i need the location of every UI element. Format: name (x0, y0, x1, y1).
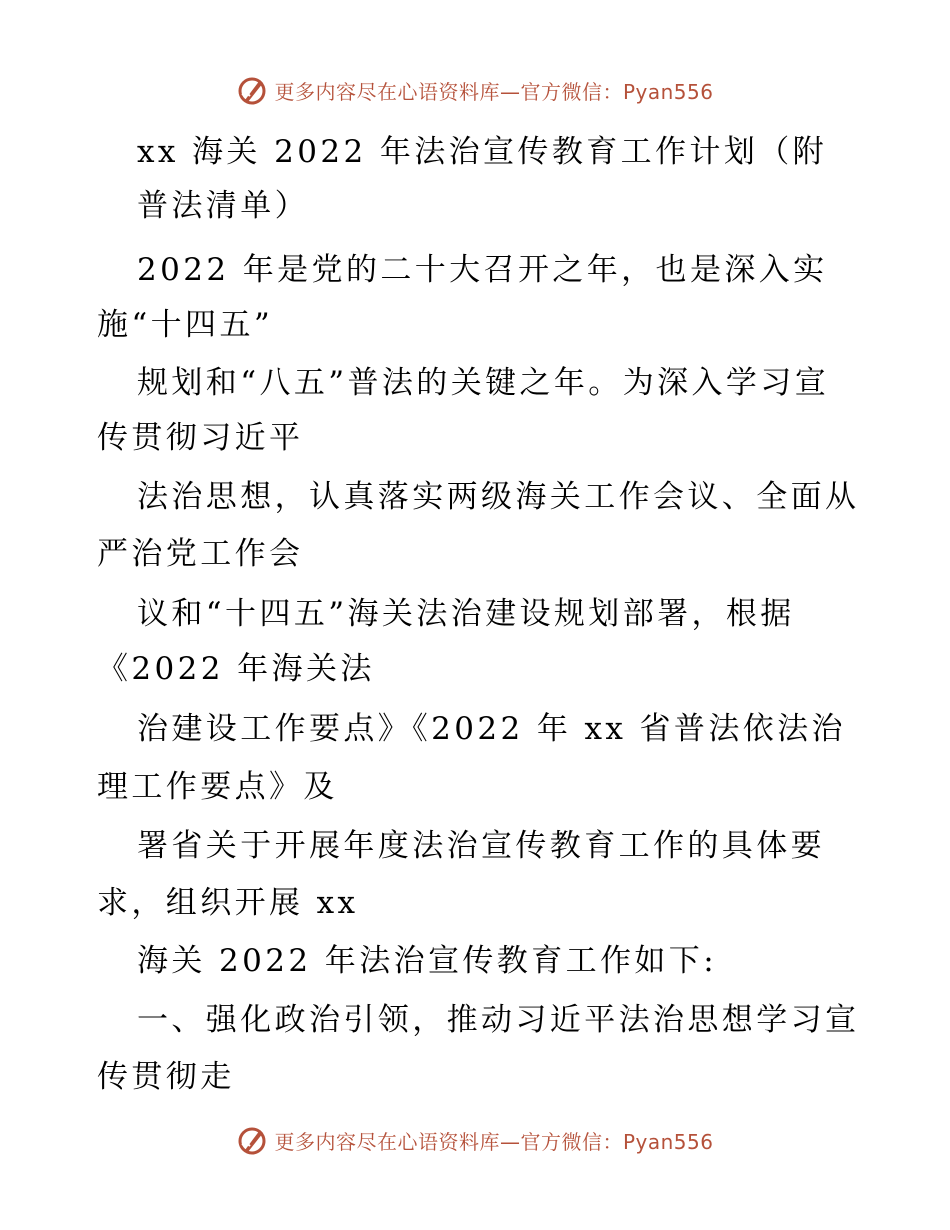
footer-banner (0, 1120, 950, 1160)
doc-line: 传贯彻习近平 (97, 420, 304, 456)
quill-pen-logo-icon (236, 74, 268, 106)
doc-line: 严治党工作会 (97, 536, 304, 572)
doc-line: 治建设工作要点》《2022 年 xx 省普法依法治 (137, 711, 846, 747)
doc-line: 署省关于开展年度法治宣传教育工作的具体要 (137, 828, 825, 864)
header-banner (0, 70, 950, 110)
quill-pen-logo-icon (236, 1124, 268, 1156)
doc-line: 理工作要点》及 (97, 769, 338, 805)
doc-line: 2022 年是党的二十大召开之年，也是深入实 (137, 252, 828, 288)
doc-line: 传贯彻走 (97, 1059, 235, 1095)
banner-text: 更多内容尽在心语资料库—官方微信：Pyan556 (274, 1129, 714, 1154)
doc-line: 一、强化政治引领，推动习近平法治思想学习宣 (137, 1002, 860, 1038)
doc-line: xx 海关 2022 年法治宣传教育工作计划（附 (137, 134, 828, 170)
doc-line: 普法清单） (137, 188, 309, 224)
banner-text: 更多内容尽在心语资料库—官方微信：Pyan556 (274, 79, 714, 104)
doc-line: 法治思想，认真落实两级海关工作会议、全面从 (137, 479, 860, 515)
doc-line: 规划和“八五”普法的关键之年。为深入学习宣 (137, 365, 830, 401)
doc-line: 海关 2022 年法治宣传教育工作如下: (137, 943, 718, 979)
doc-line: 求，组织开展 xx (97, 885, 359, 921)
doc-line: 《2022 年海关法 (97, 651, 375, 687)
doc-line: 议和“十四五”海关法治建设规划部署，根据 (137, 596, 795, 632)
doc-line: 施“十四五” (97, 307, 274, 343)
